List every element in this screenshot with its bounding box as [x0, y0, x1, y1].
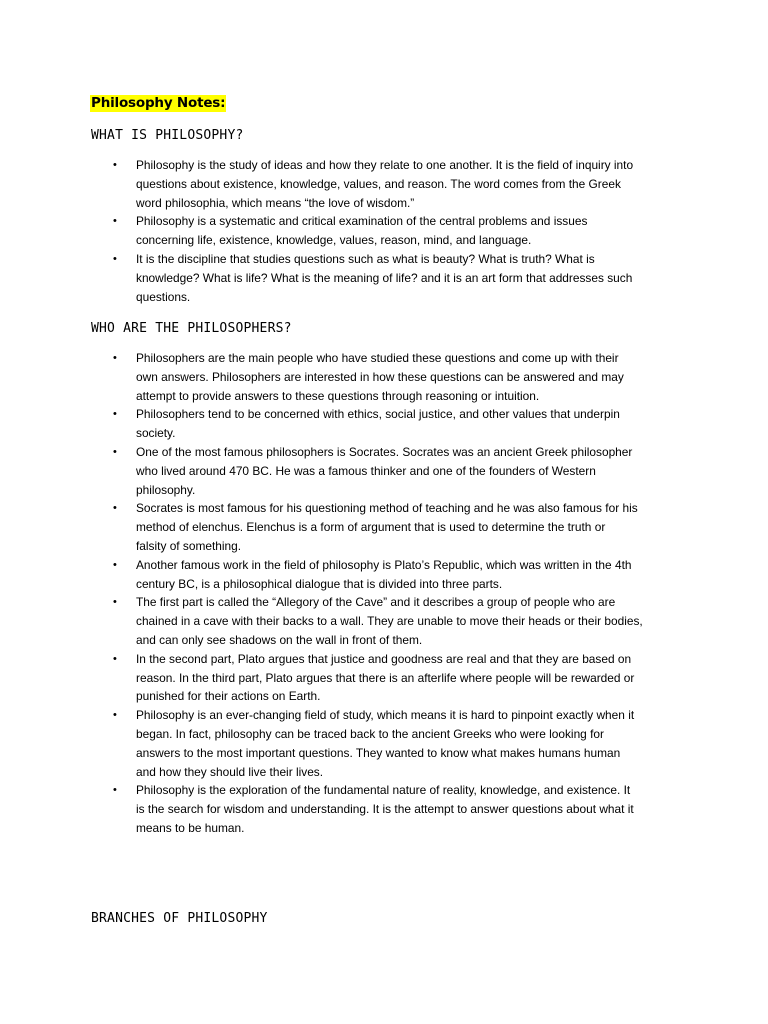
bullet-text-line: In the second part, Plato argues that justice and goodness are real and that they are based on — [136, 651, 632, 666]
bullet-text-line: questions about existence, knowledge, values, and reason. The word comes from the Greek — [136, 176, 621, 191]
bullet-text-line: Philosophy is the study of ideas and how they relate to one another. It is the field of inquiry into — [136, 158, 634, 172]
bullet-text-line: who lived around 470 BC. He was a famous thinker and one of the founders of Western — [136, 463, 596, 478]
section-heading-what-is-philosophy: WHAT IS PHILOSOPHY? — [91, 128, 244, 143]
bullet-text-line: answers to the most important questions. They wanted to know what makes humans human — [136, 745, 621, 760]
list-item — [0, 556, 676, 594]
bullet-icon: • — [113, 215, 117, 228]
document-title: Philosophy Notes: — [91, 95, 226, 111]
bullet-icon: • — [113, 652, 117, 665]
bullet-text-line: attempt to provide answers to these questions through reasoning or intuition. — [136, 388, 540, 403]
bullet-text-line: means to be human. — [136, 820, 245, 835]
bullet-icon: • — [113, 352, 117, 364]
list-item — [0, 650, 676, 706]
bullet-text-line: It is the discipline that studies questions such as what is beauty? What is truth? What is — [136, 251, 595, 266]
bullet-text-line: Philosophy is an ever-changing field of study, which means it is hard to pinpoint exactly when it — [136, 708, 635, 723]
bullet-text-line: and can only see shadows on the wall in front of them. — [136, 632, 423, 647]
list-item — [0, 212, 676, 250]
bullet-text-line: questions. — [136, 289, 191, 304]
bullet-text-line: Philosophy is a systematic and critical examination of the central problems and issues — [136, 214, 588, 229]
bullet-icon: • — [113, 709, 117, 722]
bullet-icon: • — [113, 159, 117, 171]
list-item — [0, 499, 676, 555]
list-item — [0, 781, 676, 837]
bullet-icon: • — [113, 445, 117, 458]
bullet-text-line: society. — [136, 426, 176, 441]
bullet-text-line: falsity of something. — [136, 538, 242, 553]
bullet-list-who-are-the-philosophers — [0, 349, 676, 838]
bullet-text-line: word philosophia, which means “the love of wisdom.” — [136, 195, 415, 210]
list-item — [0, 349, 676, 405]
bullet-text-line: began. In fact, philosophy can be traced back to the ancient Greeks who were looking for — [136, 726, 604, 741]
bullet-icon: • — [113, 252, 117, 265]
bullet-text-line: chained in a cave with their backs to a wall. They are unable to move their heads or their bodies, — [136, 614, 643, 629]
bullet-icon: • — [113, 408, 117, 421]
bullet-icon: • — [113, 784, 117, 797]
bullet-text-line: reason. In the third part, Plato argues that there is an afterlife where people will be rewarded or — [136, 670, 635, 685]
bullet-icon: • — [113, 502, 117, 515]
bullet-text-line: philosophy. — [136, 482, 196, 497]
bullet-text-line: One of the most famous philosophers is Socrates. Socrates was an ancient Greek philosopher — [136, 444, 633, 459]
bullet-text-line: method of elenchus. Elenchus is a form of argument that is used to determine the truth or — [136, 520, 606, 535]
bullet-text-line: Socrates is most famous for his questioning method of teaching and he was also famous for his — [136, 501, 638, 516]
bullet-icon: • — [113, 558, 117, 571]
bullet-text-line: concerning life, existence, knowledge, values, reason, mind, and language. — [136, 233, 532, 248]
bullet-text-line: and how they should live their lives. — [136, 764, 324, 779]
list-item — [0, 405, 676, 443]
bullet-text-line: Philosophers are the main people who have studied these questions and come up with their — [136, 351, 619, 365]
list-item — [0, 156, 676, 212]
bullet-text-line: knowledge? What is life? What is the meaning of life? and it is an art form that addresses such — [136, 270, 633, 285]
bullet-icon: • — [113, 596, 117, 609]
list-item — [0, 706, 676, 781]
bullet-text-line: Philosophy is the exploration of the fundamental nature of reality, knowledge, and existence. It — [136, 783, 631, 798]
bullet-text-line: century BC, is a philosophical dialogue that is divided into three parts. — [136, 576, 503, 591]
bullet-text-line: is the search for wisdom and understanding. It is the attempt to answer questions about what it — [136, 802, 634, 817]
section-heading-branches-of-philosophy: BRANCHES OF PHILOSOPHY — [91, 911, 268, 926]
bullet-text-line: punished for their actions on Earth. — [136, 689, 321, 704]
bullet-text-line: Philosophers tend to be concerned with ethics, social justice, and other values that underpin — [136, 407, 620, 422]
bullet-text-line: Another famous work in the field of philosophy is Plato’s Republic, which was written in the 4th — [136, 557, 632, 572]
section-heading-who-are-the-philosophers: WHO ARE THE PHILOSOPHERS? — [91, 321, 292, 336]
bullet-text-line: own answers. Philosophers are interested in how these questions can be answered and may — [136, 369, 624, 384]
list-item — [0, 250, 676, 306]
list-item — [0, 443, 676, 499]
bullet-list-what-is-philosophy — [0, 156, 676, 306]
bullet-text-line: The first part is called the “Allegory of the Cave” and it describes a group of people who are — [136, 595, 616, 610]
list-item — [0, 593, 676, 649]
